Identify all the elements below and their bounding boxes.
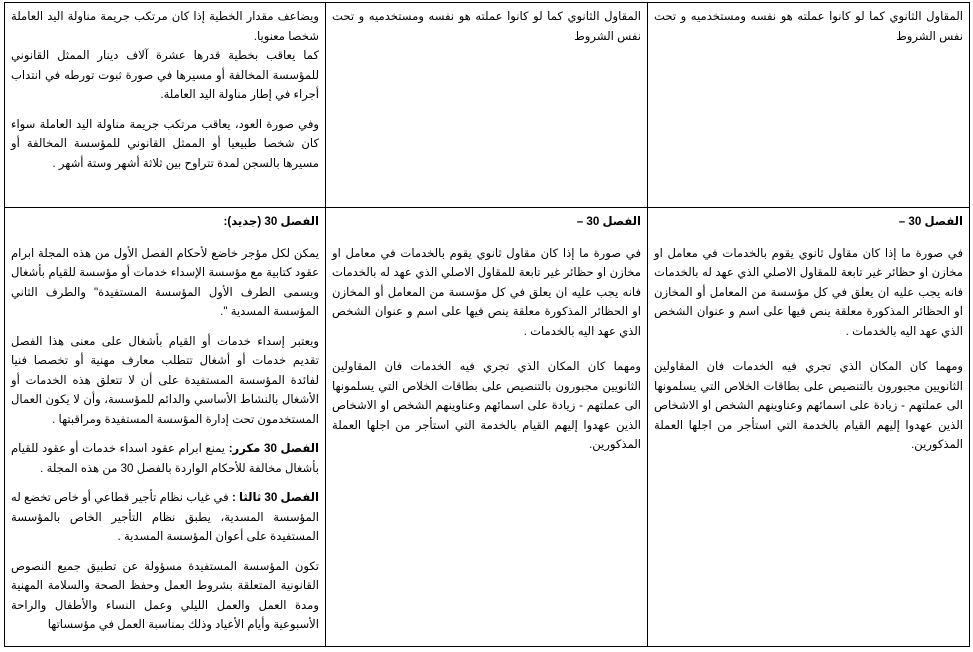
table-row [5, 3, 970, 208]
paragraph: ومهما كان المكان الذي تجري فيه الخدمات فان المقاولين الثانويين مجبورون بالتنصيص على بطاقات الخلاص التي يسلمونها الى عملتهم - زيادة على اسمائهم وعناوينهم الشخص او الاشخاص الذين عهدوا إليهم القيام بالخدمة التي استأجر من اجلها العملة المذكورين. [332, 360, 641, 451]
paragraph: في صورة ما إذا كان مقاول ثانوي يقوم بالخدمات في معامل او مخازن او حظائر غير تابعة للمقاول الاصلي الذي عهد له بالخدمات فانه يجب عليه ان يعلق في كل مؤسسة من المعامل أو المخازن او الحظائر المذكورة معلقة ينص فيها على اسم و عنوان الشخص الذي عهد اليه بالخدمات . [654, 246, 963, 338]
comparison-table [4, 2, 970, 647]
paragraph [11, 488, 319, 547]
table-row [5, 208, 970, 647]
cell-middle-top [326, 3, 648, 208]
article-text: في غياب نظام تأجير قطاعي أو خاص تخضع له المؤسسة المسدية، يطبق نظام التأجير الخاص بالمؤسسة المستفيدة على أعوان المؤسسة المسدية . [11, 491, 319, 543]
article-label: الفصل 30 ثالثا : [231, 491, 319, 504]
paragraph: ومهما كان المكان الذي تجري فيه الخدمات فان المقاولين الثانويين مجبورون بالتنصيص على بطاقات الخلاص التي يسلمونها الى عملتهم - زيادة على اسمائهم وعناوينهم الشخص او الاشخاص الذين عهدوا إليهم القيام بالخدمة التي استأجر من اجلها العملة المذكورين. [654, 360, 963, 451]
paragraph: يمكن لكل مؤجر خاضع لأحكام الفصل الأول من هذه المجلة ابرام عقود كتابية مع مؤسسة الإسداء خدمات أو مؤسسة للقيام بأشغال ويسمى الطرف الأول المؤسسة المستفيدة" والطرف الثاني المؤسسة المسدية ". [11, 246, 319, 318]
cell-text: المقاول الثانوي كما لو كانوا عملته هو نفسه ومستخدميه و تحت نفس الشروط [654, 10, 963, 43]
article-text: يمنع ابرام عقود اسداء خدمات أو عقود للقيام بأشغال مخالفة للأحكام الواردة بالفصل 30 من هذه المجلة . [11, 442, 319, 475]
paragraph: في صورة ما إذا كان مقاول ثانوي يقوم بالخدمات في معامل او مخازن او حظائر غير تابعة للمقاول الاصلي الذي عهد له بالخدمات فانه يجب عليه ان يعلق في كل مؤسسة من المعامل أو المخازن او الحظائر المذكورة معلقة ينص فيها على اسم و عنوان الشخص الذي عهد اليه بالخدمات . [332, 246, 641, 338]
cell-left-top [5, 3, 326, 208]
article-heading: الفصل 30 – [898, 215, 963, 228]
paragraph: كما يعاقب بخطية قدرها عشرة آلاف دينار الممثل القانوني للمؤسسة المخالفة أو مسيرها في صورة ثبوت تورطه في انتداب أجراء في إطار مناولة اليد العاملة. [11, 49, 319, 101]
cell-middle-bottom [326, 208, 648, 647]
article-heading: الفصل 30 (جديد): [223, 215, 319, 228]
cell-right-top [648, 3, 970, 208]
paragraph: وفي صورة العود، يعاقب مرتكب جريمة مناولة اليد العاملة سواء كان شخصا طبيعيا أو الممثل القانوني للمؤسسة المخالفة أو مسيرها بالسجن لمدة تتراوح بين ثلاثة أشهر وستة أشهر . [11, 117, 319, 170]
cell-left-bottom [5, 208, 326, 647]
article-label: الفصل 30 مكرر: [228, 442, 319, 455]
paragraph: ويضاعف مقدار الخطية إذا كان مرتكب جريمة مناولة اليد العاملة شخصا معنويا. [11, 10, 319, 43]
article-heading: الفصل 30 – [576, 215, 641, 228]
cell-right-bottom [648, 208, 970, 647]
paragraph: تكون المؤسسة المستفيدة مسؤولة عن تطبيق جميع النصوص القانونية المتعلقة بشروط العمل وحفظ الصحة والسلامة المهنية ومدة العمل والعمل الليلي وعمل النساء والأطفال والراحة الأسبوعية وأيام الأعياد وذلك بمناسبة العمل في مؤسساتها [11, 559, 319, 631]
paragraph [11, 439, 319, 478]
paragraph: ويعتبر إسداء خدمات أو القيام بأشغال على معنى هذا الفصل تقديم خدمات أو أشغال تتطلب معارف مهنية أو تخصصا فنيا لفائدة المؤسسة المستفيدة على أن لا تتعلق هذه الخدمات أو الأشغال بالنشاط الأساسي والدائم للمؤسسة، وأن لا يكون العمال المستخدمون تحت إدارة المؤسسة المستفيدة ومراقبتها . [11, 334, 319, 426]
cell-text: المقاول الثانوي كما لو كانوا عملته هو نفسه ومستخدميه و تحت نفس الشروط [332, 10, 641, 43]
